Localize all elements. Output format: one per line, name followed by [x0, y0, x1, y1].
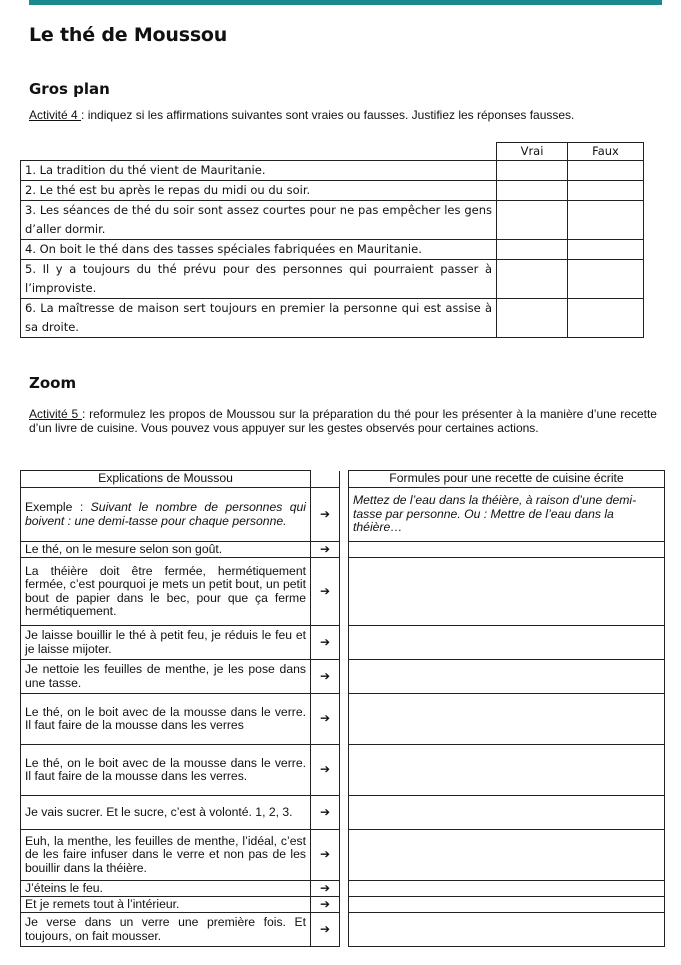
statement-row	[21, 181, 644, 201]
activity-4-text: : indiquez si les affirmations suivantes sont vraies ou fausses. Justifiez les réponses fausses.	[81, 108, 575, 122]
statement-row	[21, 240, 644, 260]
arrow-icon: ➔	[311, 897, 340, 913]
top-accent-bar	[29, 0, 662, 5]
arrow-icon: ➔	[311, 660, 340, 694]
recipe-row	[21, 745, 665, 796]
example-formule: Mettez de l’eau dans la théière, à raison d’une demi-tasse par personne. Ou : Mettre de l’eau dans la théière…	[349, 488, 665, 542]
explication-text: Le thé, on le boit avec de la mousse dans le verre. Il faut faire de la mousse dans les verres	[21, 694, 311, 745]
arrow-icon: ➔	[311, 881, 340, 897]
formule-answer-cell[interactable]	[349, 626, 665, 660]
formule-answer-cell[interactable]	[349, 694, 665, 745]
statement-row	[21, 260, 644, 299]
explication-text: Le thé, on le boit avec de la mousse dans le verre. Il faut faire de la mousse dans les verres.	[21, 745, 311, 796]
formule-answer-cell[interactable]	[349, 830, 665, 881]
header-faux: Faux	[568, 143, 644, 161]
explication-text: Euh, la menthe, les feuilles de menthe, l’idéal, c’est de les faire infuser dans le verre et non pas de les bouillir dans la théière.	[21, 830, 311, 881]
vrai-answer-cell[interactable]	[497, 181, 568, 201]
arrow-icon: ➔	[311, 913, 340, 947]
vrai-answer-cell[interactable]	[497, 260, 568, 299]
example-explication	[21, 488, 311, 542]
arrow-icon: ➔	[311, 745, 340, 796]
recipe-row	[21, 558, 665, 626]
vrai-answer-cell[interactable]	[497, 240, 568, 260]
explication-text: Je verse dans un verre une première fois. Et toujours, on fait mousser.	[21, 913, 311, 947]
header-arrow-cell	[311, 471, 340, 488]
arrow-icon: ➔	[311, 558, 340, 626]
recipe-row	[21, 830, 665, 881]
explication-text: Et je remets tout à l’intérieur.	[21, 897, 311, 913]
statement-row	[21, 299, 644, 338]
statement-text: 2. Le thé est bu après le repas du midi ou du soir.	[21, 181, 497, 201]
header-explications: Explications de Moussou	[21, 471, 311, 488]
arrow-icon: ➔	[311, 542, 340, 558]
explication-text: J’éteins le feu.	[21, 881, 311, 897]
recipe-row	[21, 694, 665, 745]
recipe-example-row	[21, 488, 665, 542]
true-false-header-row	[21, 143, 644, 161]
recipe-row	[21, 913, 665, 947]
arrow-icon: ➔	[311, 488, 340, 542]
faux-answer-cell[interactable]	[568, 260, 644, 299]
recipe-row	[21, 881, 665, 897]
faux-answer-cell[interactable]	[568, 161, 644, 181]
explication-text: Je nettoie les feuilles de menthe, je les pose dans une tasse.	[21, 660, 311, 694]
example-label: Exemple :	[25, 500, 91, 514]
explication-text: Le thé, on le mesure selon son goût.	[21, 542, 311, 558]
activity-5-instructions	[29, 407, 657, 435]
activity-4-label: Activité 4	[29, 108, 82, 122]
section-heading-zoom: Zoom	[29, 374, 77, 392]
explication-text: La théière doit être fermée, hermétiquement fermée, c’est pourquoi je mets un petit bout, un petit bout de papier dans le bec, pour que ça ferme hermétiquement.	[21, 558, 311, 626]
statement-text: 6. La maîtresse de maison sert toujours en premier la personne qui est assise à sa droite.	[21, 299, 497, 338]
recipe-row	[21, 660, 665, 694]
statement-text: 3. Les séances de thé du soir sont assez courtes pour ne pas empêcher les gens d’aller dormir.	[21, 201, 497, 240]
recipe-row	[21, 796, 665, 830]
recipe-table	[20, 470, 665, 947]
faux-answer-cell[interactable]	[568, 201, 644, 240]
statement-text: 4. On boit le thé dans des tasses spéciales fabriquées en Mauritanie.	[21, 240, 497, 260]
formule-answer-cell[interactable]	[349, 660, 665, 694]
faux-answer-cell[interactable]	[568, 181, 644, 201]
header-blank-cell	[21, 143, 497, 161]
formule-answer-cell[interactable]	[349, 558, 665, 626]
statement-row	[21, 161, 644, 181]
activity-5-label: Activité 5	[29, 407, 82, 421]
explication-text: Je laisse bouillir le thé à petit feu, je réduis le feu et je laisse mijoter.	[21, 626, 311, 660]
activity-4-instructions	[29, 108, 657, 122]
statement-text: 5. Il y a toujours du thé prévu pour des personnes qui pourraient passer à l’improviste.	[21, 260, 497, 299]
statement-row	[21, 201, 644, 240]
recipe-row	[21, 626, 665, 660]
statement-text: 1. La tradition du thé vient de Mauritanie.	[21, 161, 497, 181]
vrai-answer-cell[interactable]	[497, 161, 568, 181]
formule-answer-cell[interactable]	[349, 542, 665, 558]
recipe-header-row	[21, 471, 665, 488]
vrai-answer-cell[interactable]	[497, 201, 568, 240]
explication-text: Je vais sucrer. Et le sucre, c’est à volonté. 1, 2, 3.	[21, 796, 311, 830]
recipe-row	[21, 897, 665, 913]
example-text: Suivant le nombre de personnes qui boivent : une demi-tasse pour chaque personne.	[25, 500, 307, 528]
recipe-row	[21, 542, 665, 558]
header-vrai: Vrai	[497, 143, 568, 161]
arrow-icon: ➔	[311, 626, 340, 660]
formule-answer-cell[interactable]	[349, 745, 665, 796]
section-heading-gros-plan: Gros plan	[29, 80, 110, 98]
arrow-icon: ➔	[311, 694, 340, 745]
vrai-answer-cell[interactable]	[497, 299, 568, 338]
activity-5-text: : reformulez les propos de Moussou sur la préparation du thé pour les présenter à la manière d’une recette d’un livre de cuisine. Vous pouvez vous appuyer sur les gestes observés pour certaines actions.	[29, 407, 657, 435]
formule-answer-cell[interactable]	[349, 913, 665, 947]
formule-answer-cell[interactable]	[349, 881, 665, 897]
formule-answer-cell[interactable]	[349, 897, 665, 913]
formule-answer-cell[interactable]	[349, 796, 665, 830]
arrow-icon: ➔	[311, 830, 340, 881]
faux-answer-cell[interactable]	[568, 299, 644, 338]
true-false-table	[20, 142, 644, 338]
page-title: Le thé de Moussou	[29, 24, 228, 46]
faux-answer-cell[interactable]	[568, 240, 644, 260]
arrow-icon: ➔	[311, 796, 340, 830]
header-formules: Formules pour une recette de cuisine écrite	[349, 471, 665, 488]
